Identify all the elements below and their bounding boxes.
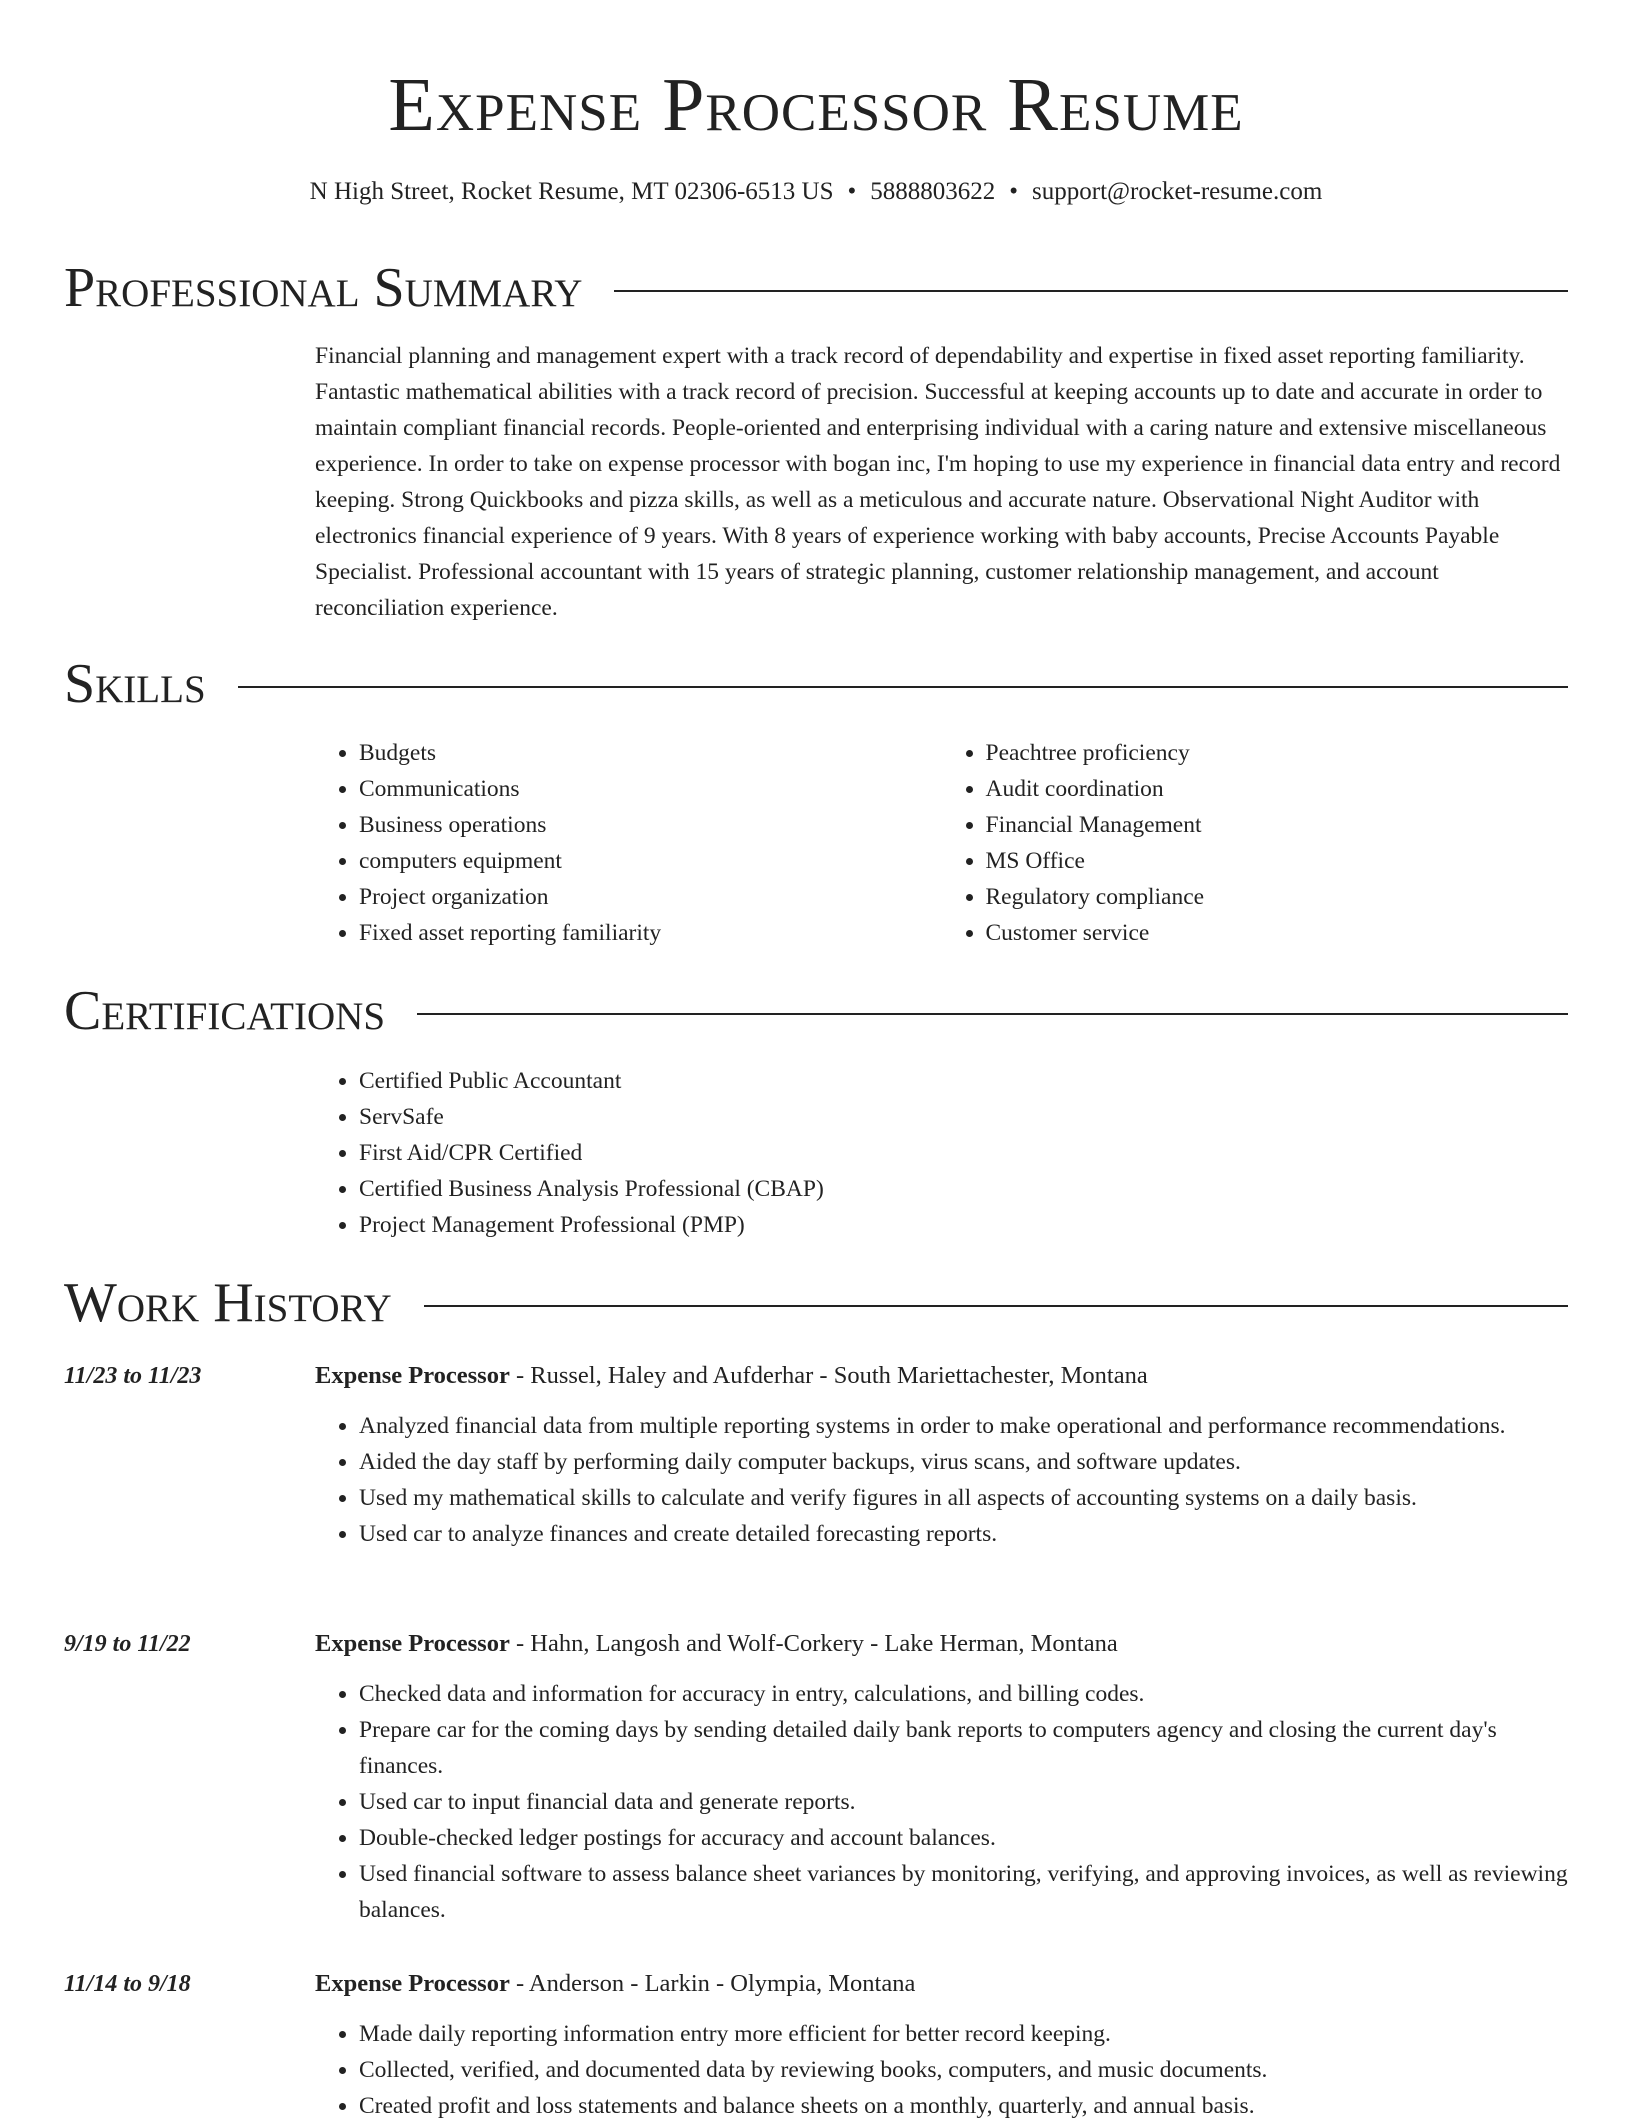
certification-item: • ServSafe: [359, 1099, 1568, 1135]
contact-address: N High Street, Rocket Resume, MT 02306-6513 US: [309, 178, 834, 205]
certifications-list: [315, 1063, 1568, 1243]
job-bullet: • Analyzed financial data from multiple reporting systems in order to make operational and performance recommendations.: [359, 1408, 1568, 1444]
skill-item: • Fixed asset reporting familiarity: [359, 915, 942, 951]
job-title: Expense Processor: [315, 1630, 510, 1657]
job-bullet: • Made daily reporting information entry more efficient for better record keeping.: [359, 2016, 1568, 2052]
job-details: - Anderson - Larkin - Olympia, Montana: [509, 1970, 916, 1997]
skill-item: • Project organization: [359, 879, 942, 915]
job-title: Expense Processor: [315, 1362, 510, 1389]
skill-item: • Financial Management: [986, 807, 1569, 843]
job-bullet: • Used car to input financial data and generate reports.: [359, 1784, 1568, 1820]
work-history-section-header: [64, 1270, 1568, 1336]
skill-item: • Business operations: [359, 807, 942, 843]
job-title: Expense Processor: [315, 1970, 510, 1997]
job-bullets: [315, 2016, 1568, 2124]
job-bullet: • Used my mathematical skills to calculate and verify figures in all aspects of accounting systems on a daily basis.: [359, 1480, 1568, 1516]
skills-list-left: [315, 735, 942, 951]
job-header: [315, 1626, 1118, 1662]
skill-item: • computers equipment: [359, 843, 942, 879]
certification-item: • Certified Business Analysis Professional (CBAP): [359, 1171, 1568, 1207]
contact-separator: •: [847, 178, 857, 205]
job-header: [315, 1358, 1148, 1394]
job-details: - Hahn, Langosh and Wolf-Corkery - Lake Herman, Montana: [509, 1630, 1118, 1657]
job-header: [315, 1966, 915, 2002]
section-divider: [238, 686, 1568, 688]
certification-item: • First Aid/CPR Certified: [359, 1135, 1568, 1171]
contact-phone: 5888803622: [870, 178, 996, 205]
job-bullet-list: [315, 1408, 1568, 1552]
job-bullets: [315, 1676, 1568, 1928]
skill-item: • Peachtree proficiency: [986, 735, 1569, 771]
section-divider: [614, 290, 1568, 292]
resume-title: Expense Processor Resume: [388, 63, 1244, 147]
skills-list-right: [942, 735, 1569, 951]
certifications-content: [315, 1063, 1568, 1243]
summary-text: Financial planning and management expert with a track record of dependability and expertise in fixed asset reporting familiarity. Fantastic mathematical abilities with a track record of precision. Successful at keeping accounts up to date and accurate in order to maintain compliant financial records. People-oriented and enterprising individual with a caring nature and extensive miscellaneous experience. In order to take on expense processor with bogan inc, I'm hoping to use my experience in financial data entry and record keeping. Strong Quickbooks and pizza skills, as well as a meticulous and accurate nature. Observational Night Auditor with electronics financial experience of 9 years. With 8 years of experience working with baby accounts, Precise Accounts Payable Specialist. Professional accountant with 15 years of strategic planning, customer relationship management, and account reconciliation experience.: [315, 343, 1561, 621]
skill-item: • MS Office: [986, 843, 1569, 879]
section-divider: [417, 1013, 1568, 1015]
job-dates: 11/23 to 11/23: [64, 1363, 202, 1389]
skills-grid: [315, 735, 1568, 951]
skills-heading: Skills: [64, 653, 206, 715]
job-bullet: • Prepare car for the coming days by sending detailed daily bank reports to computers agency and closing the current day's finances.: [359, 1712, 1568, 1784]
contact-line: [64, 174, 1568, 210]
job-details: - Russel, Haley and Aufderhar - South Mariettachester, Montana: [509, 1362, 1148, 1389]
certification-item: • Project Management Professional (PMP): [359, 1207, 1568, 1243]
job-bullets: [315, 1408, 1568, 1552]
skill-item: • Communications: [359, 771, 942, 807]
job-dates: 9/19 to 11/22: [64, 1631, 191, 1657]
job-bullet: • Checked data and information for accuracy in entry, calculations, and billing codes.: [359, 1676, 1568, 1712]
contact-email[interactable]: support@rocket-resume.com: [1032, 178, 1323, 205]
job-bullet: • Double-checked ledger postings for accuracy and account balances.: [359, 1820, 1568, 1856]
job-bullet-list: [315, 1676, 1568, 1928]
contact-separator: •: [1009, 178, 1019, 205]
certifications-heading: Certifications: [64, 980, 386, 1042]
certification-item: • Certified Public Accountant: [359, 1063, 1568, 1099]
job-bullet: • Used financial software to assess balance sheet variances by monitoring, verifying, and approving invoices, as well as reviewing balances.: [359, 1856, 1568, 1928]
summary-content: [315, 338, 1568, 626]
skill-item: • Audit coordination: [986, 771, 1569, 807]
summary-section-header: [64, 255, 1568, 321]
job-bullet-list: [315, 2016, 1568, 2124]
work-history-heading: Work History: [64, 1272, 392, 1334]
summary-heading: Professional Summary: [64, 257, 583, 319]
job-bullet: • Aided the day staff by performing daily computer backups, virus scans, and software updates.: [359, 1444, 1568, 1480]
skill-item: • Customer service: [986, 915, 1569, 951]
job-dates: 11/14 to 9/18: [64, 1971, 191, 1997]
job-bullet: • Created profit and loss statements and balance sheets on a monthly, quarterly, and annual basis.: [359, 2088, 1568, 2124]
skills-content: [315, 735, 1568, 951]
skill-item: • Budgets: [359, 735, 942, 771]
job-bullet: • Used car to analyze finances and create detailed forecasting reports.: [359, 1516, 1568, 1552]
job-bullet: • Collected, verified, and documented data by reviewing books, computers, and music documents.: [359, 2052, 1568, 2088]
skills-section-header: [64, 651, 1568, 717]
section-divider: [424, 1305, 1568, 1307]
certifications-section-header: [64, 978, 1568, 1044]
skill-item: • Regulatory compliance: [986, 879, 1569, 915]
